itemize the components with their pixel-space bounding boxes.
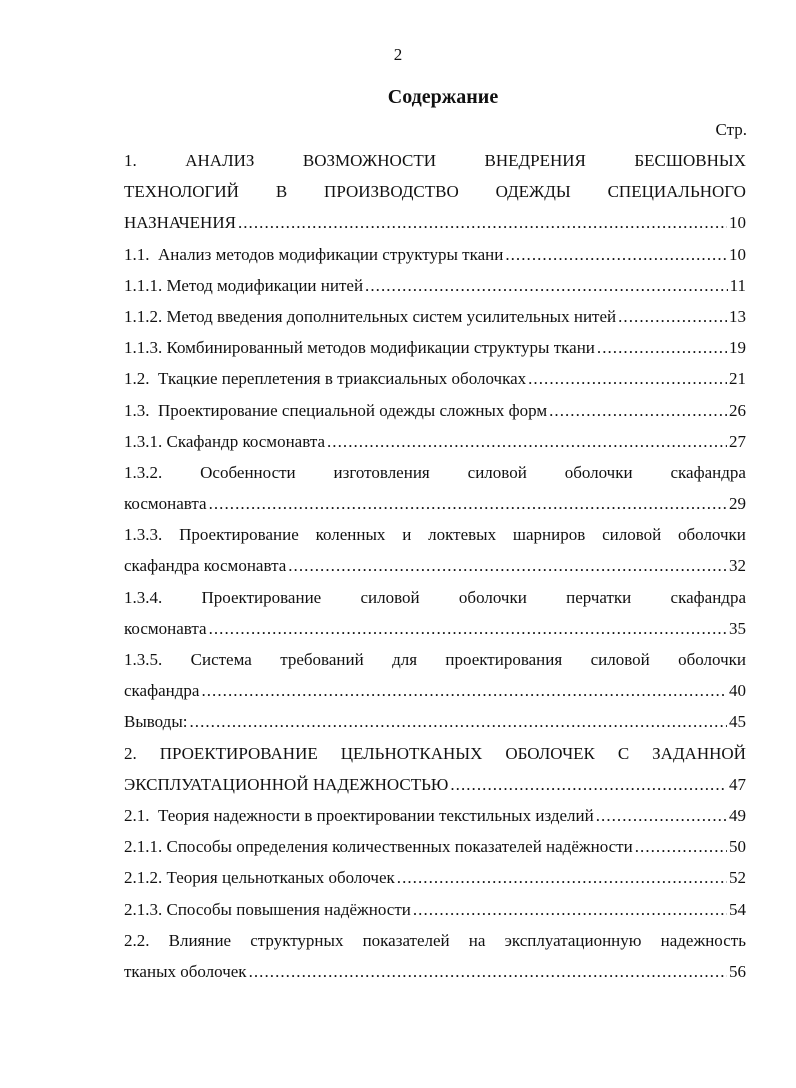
toc-word: ТЕХНОЛОГИЙ [124, 182, 239, 202]
toc-line [124, 145, 746, 176]
toc-page-number: 21 [729, 369, 746, 389]
toc-entry-text: 2.1. Теория надежности в проектировании текстильных изделий [124, 805, 594, 825]
toc-entry-text: Выводы: [124, 712, 188, 732]
toc-page-number: 35 [729, 618, 746, 638]
toc-word: шарниров [512, 525, 586, 545]
toc-word: ОДЕЖДЫ [495, 182, 571, 202]
toc-word: показателей [362, 930, 450, 950]
toc-entry-text: ЭКСПЛУАТАЦИОННОЙ НАДЕЖНОСТЬЮ [124, 774, 449, 794]
toc-entry-text: космонавта [124, 494, 207, 514]
toc-word: изготовления [333, 462, 430, 482]
toc-word: эксплуатационную [504, 930, 642, 950]
toc-page-number: 49 [729, 805, 746, 825]
toc-word: силовой [360, 587, 420, 607]
toc-word: Влияние [168, 930, 232, 950]
toc-word: ЦЕЛЬНОТКАНЫХ [340, 743, 483, 763]
toc-line [124, 457, 746, 488]
toc-word: силовой [467, 462, 527, 482]
toc-line [124, 426, 746, 457]
dot-leader [189, 706, 727, 737]
page-number: 2 [393, 45, 403, 64]
toc-line [124, 550, 746, 581]
toc-line [124, 395, 746, 426]
toc-line [124, 613, 746, 644]
dot-leader [238, 207, 727, 238]
toc-page-number: 52 [729, 868, 746, 888]
toc-page-number: 13 [729, 306, 746, 326]
toc-line [124, 675, 746, 706]
toc-page-number: 29 [729, 494, 746, 514]
toc-line [124, 894, 746, 925]
toc-page-number: 27 [729, 431, 746, 451]
toc-word: надежность [660, 930, 746, 950]
dot-leader [249, 956, 727, 987]
toc-word: силовой [590, 650, 650, 669]
toc-line [124, 207, 746, 238]
toc-word: 1. [124, 151, 137, 170]
toc-word: 2. [124, 743, 137, 763]
dot-leader [635, 831, 727, 862]
toc-word: В [275, 182, 288, 202]
toc-line [124, 800, 746, 831]
toc-word: 2.2. [124, 930, 150, 950]
toc-word: 1.3.4. [124, 587, 163, 607]
toc-page-number: 56 [729, 961, 746, 981]
toc-entry-text: 1.1. Анализ методов модификации структуры ткани [124, 244, 504, 264]
toc-word: ВНЕДРЕНИЯ [484, 151, 586, 170]
toc-word: ПРОИЗВОДСТВО [324, 182, 459, 202]
toc-word: на [468, 930, 486, 950]
toc-word: скафандра [670, 462, 746, 482]
toc-page-number: 26 [729, 400, 746, 420]
toc-word: силовой [602, 525, 662, 545]
toc-word: БЕСШОВНЫХ [634, 151, 746, 170]
dot-leader [209, 488, 727, 519]
toc-line [124, 644, 746, 675]
toc-line [124, 363, 746, 394]
dot-leader [288, 550, 727, 581]
toc-word: оболочки [678, 525, 746, 545]
dot-leader [505, 239, 727, 270]
toc-word: Проектирование [201, 587, 322, 607]
dot-leader [549, 395, 727, 426]
toc-word: С [617, 743, 630, 763]
toc-entry-text: 2.1.3. Способы повышения надёжности [124, 899, 411, 919]
toc-word: 1.3.2. [124, 462, 163, 482]
toc-word: локтевых [428, 525, 497, 545]
dot-leader [618, 301, 727, 332]
toc-page-number: 45 [729, 712, 746, 732]
dot-leader [327, 426, 727, 457]
table-of-contents [124, 145, 746, 987]
toc-word: Особенности [200, 462, 296, 482]
toc-line [124, 176, 746, 207]
toc-page-number: 10 [729, 213, 746, 233]
toc-word: 1.3.5. [124, 650, 163, 669]
dot-leader [596, 800, 727, 831]
toc-page-number: 54 [729, 899, 746, 919]
toc-entry-text: 1.1.3. Комбинированный методов модификации структуры ткани [124, 338, 595, 358]
toc-page-number: 50 [729, 837, 746, 857]
toc-word: скафандра [670, 587, 746, 607]
toc-line [124, 488, 746, 519]
dot-leader [397, 862, 727, 893]
toc-word: ЗАДАННОЙ [652, 743, 746, 763]
pages-column-label: Стр. [715, 120, 747, 139]
toc-word: оболочки [458, 587, 527, 607]
toc-word: ОБОЛОЧЕК [505, 743, 595, 763]
dot-leader [209, 613, 727, 644]
toc-word: ВОЗМОЖНОСТИ [302, 151, 437, 170]
toc-word: Система [190, 650, 252, 669]
toc-word: проектирования [445, 650, 563, 669]
toc-word: оболочки [564, 462, 633, 482]
toc-line [124, 862, 746, 893]
toc-line [124, 956, 746, 987]
toc-word: 1.3.3. [124, 525, 163, 545]
toc-word: и [402, 525, 412, 545]
toc-entry-text: скафандра [124, 681, 200, 701]
toc-word: требований [280, 650, 364, 669]
dot-leader [597, 332, 727, 363]
toc-line [124, 301, 746, 332]
toc-word: перчатки [566, 587, 632, 607]
toc-entry-text: 1.2. Ткацкие переплетения в триаксиальных оболочках [124, 369, 527, 389]
toc-word: СПЕЦИАЛЬНОГО [607, 182, 746, 202]
toc-entry-text: 1.3.1. Скафандр космонавта [124, 431, 325, 451]
toc-word: для [392, 650, 418, 669]
toc-entry-text: 1.1.2. Метод введения дополнительных систем усилительных нитей [124, 306, 617, 326]
dot-leader [413, 894, 727, 925]
toc-line [124, 239, 746, 270]
toc-line [124, 925, 746, 956]
toc-word: оболочки [678, 650, 746, 669]
toc-line [124, 706, 746, 737]
toc-page-number: 19 [729, 338, 746, 358]
toc-line [124, 831, 746, 862]
toc-word: АНАЛИЗ [185, 151, 255, 170]
toc-word: коленных [315, 525, 386, 545]
toc-page-number: 40 [729, 681, 746, 701]
toc-line [124, 769, 746, 800]
toc-page-number: 10 [729, 244, 746, 264]
toc-line [124, 332, 746, 363]
toc-entry-text: космонавта [124, 618, 207, 638]
toc-entry-text: НАЗНАЧЕНИЯ [124, 213, 236, 233]
dot-leader [365, 270, 728, 301]
toc-word: структурных [250, 930, 344, 950]
toc-page-number: 47 [729, 774, 746, 794]
toc-entry-text: 1.1.1. Метод модификации нитей [124, 275, 364, 295]
toc-line [124, 519, 746, 550]
dot-leader [450, 769, 727, 800]
dot-leader [201, 675, 727, 706]
toc-page-number: 32 [729, 556, 746, 576]
toc-word: ПРОЕКТИРОВАНИЕ [159, 743, 318, 763]
toc-line [124, 738, 746, 769]
toc-line [124, 582, 746, 613]
toc-word: Проектирование [179, 525, 299, 545]
toc-line [124, 270, 746, 301]
toc-entry-text: 2.1.2. Теория цельнотканых оболочек [124, 868, 395, 888]
toc-entry-text: 2.1.1. Способы определения количественных показателей надёжности [124, 837, 633, 857]
toc-entry-text: тканых оболочек [124, 961, 247, 981]
page-title: Содержание [387, 86, 499, 108]
toc-page-number: 11 [729, 275, 746, 295]
toc-entry-text: 1.3. Проектирование специальной одежды сложных форм [124, 400, 548, 420]
dot-leader [528, 363, 727, 394]
toc-entry-text: скафандра космонавта [124, 556, 287, 576]
